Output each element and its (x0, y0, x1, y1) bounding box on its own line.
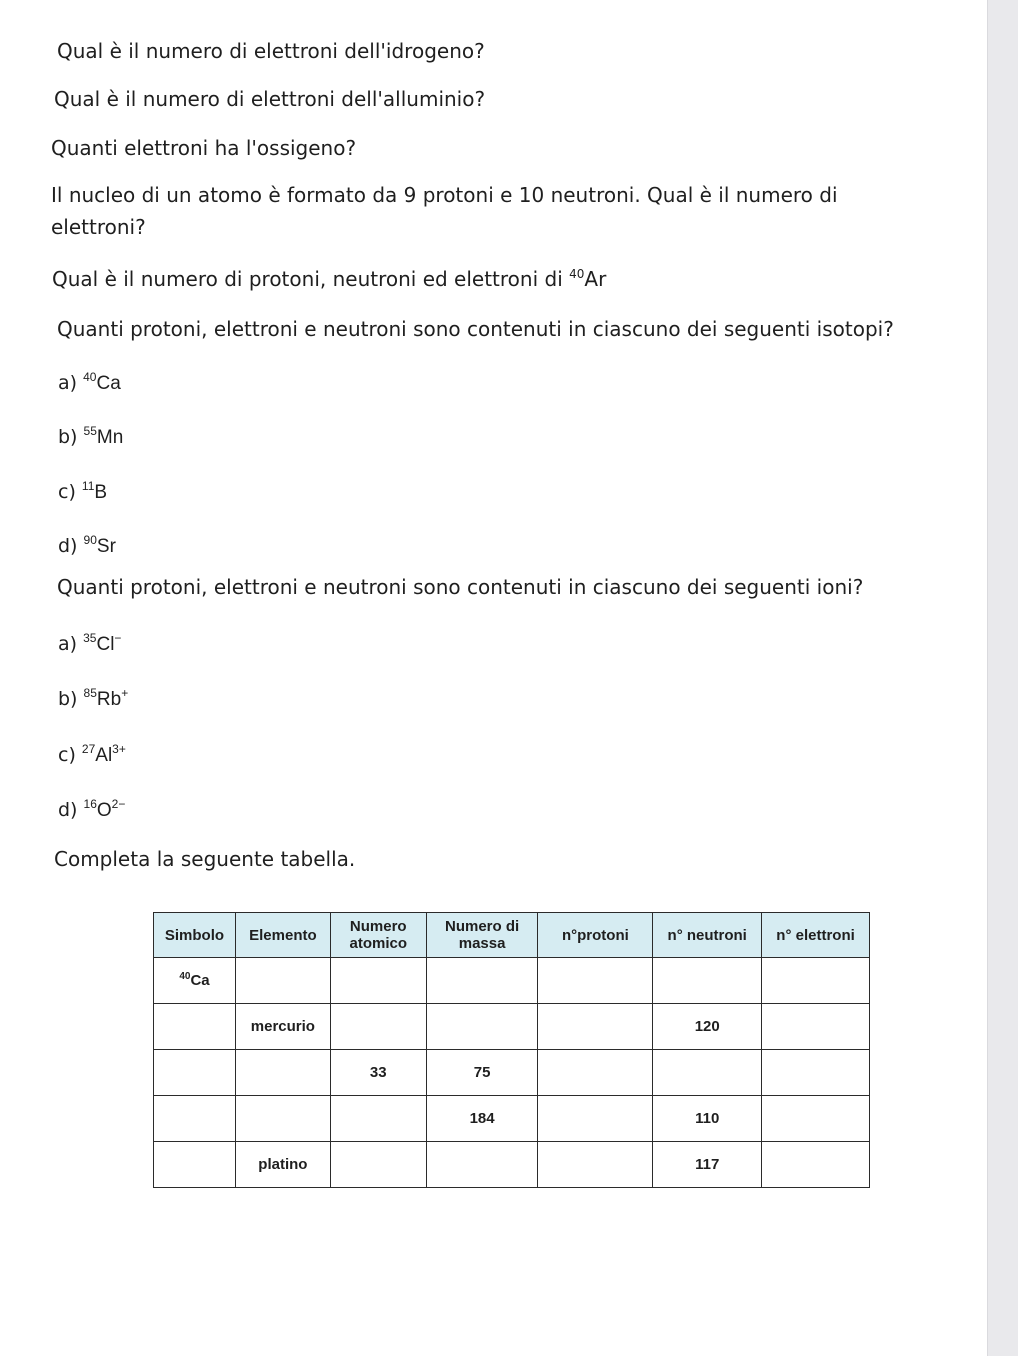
cell-elettroni (762, 1050, 870, 1096)
isotope-label: b) (58, 426, 78, 448)
isotope-item (58, 533, 116, 560)
question-argon-text: Qual è il numero di protoni, neutroni ed elettroni di (52, 267, 563, 291)
ion-mass: 85 (83, 686, 97, 700)
table-row (154, 1004, 870, 1050)
isotope-label: d) (58, 535, 78, 557)
isotope-symbol: Ca (96, 373, 121, 394)
ion-label: c) (58, 744, 76, 766)
ion-label: b) (58, 688, 78, 710)
ion-mass: 16 (83, 797, 97, 811)
cell-elettroni (762, 958, 870, 1004)
question-aluminium: Qual è il numero di elettroni dell'alluminio? (54, 87, 486, 111)
header-elettroni: n° elettroni (762, 913, 870, 958)
isotope-item (58, 370, 121, 397)
cell-simbolo (154, 958, 236, 1004)
atoms-table (153, 912, 870, 1188)
table-header-row (154, 913, 870, 958)
cell-neutroni (653, 958, 762, 1004)
header-numero-massa-line1: Numero di (445, 918, 520, 935)
isotope-item (58, 424, 123, 451)
cell-protoni (538, 1142, 653, 1188)
cell-protoni (538, 1004, 653, 1050)
cell-protoni (538, 958, 653, 1004)
ion-symbol: Rb (96, 689, 122, 710)
cell-protoni (538, 1050, 653, 1096)
argon-symbol: Ar (584, 267, 607, 291)
header-numero-atomico-line1: Numero (349, 918, 407, 935)
isotope-label: c) (58, 481, 76, 503)
question-ions: Quanti protoni, elettroni e neutroni sono contenuti in ciascuno dei seguenti ioni? (57, 575, 864, 599)
cell-simbolo (154, 1142, 236, 1188)
question-table: Completa la seguente tabella. (54, 847, 356, 871)
table-row (154, 958, 870, 1004)
table-row (154, 1050, 870, 1096)
cell-protoni (538, 1096, 653, 1142)
question-argon (52, 266, 606, 292)
cell-numero-atomico: 33 (330, 1050, 426, 1096)
ion-item (58, 686, 128, 713)
cell-numero-massa: 75 (426, 1050, 538, 1096)
ion-mass: 35 (83, 631, 97, 645)
header-numero-atomico (330, 913, 426, 958)
cell-numero-atomico (330, 958, 426, 1004)
ion-symbol: Al (95, 745, 113, 766)
question-oxygen: Quanti elettroni ha l'ossigeno? (51, 136, 357, 160)
argon-mass-number: 40 (569, 267, 585, 281)
cell-elettroni (762, 1096, 870, 1142)
cell-elemento (235, 1096, 330, 1142)
cell-simbolo (154, 1096, 236, 1142)
cell-numero-massa (426, 958, 538, 1004)
cell-simbolo (154, 1004, 236, 1050)
header-neutroni: n° neutroni (653, 913, 762, 958)
question-hydrogen: Qual è il numero di elettroni dell'idrogeno? (57, 39, 485, 63)
cell-elettroni (762, 1142, 870, 1188)
vertical-scrollbar[interactable] (987, 0, 1018, 1356)
isotope-mass: 55 (83, 424, 97, 438)
cell-simbolo-symbol: Ca (190, 972, 210, 989)
question-isotopes: Quanti protoni, elettroni e neutroni sono contenuti in ciascuno dei seguenti isotopi? (57, 317, 894, 341)
ion-mass: 27 (81, 742, 96, 756)
ion-charge: 3+ (112, 742, 126, 756)
table-row (154, 1142, 870, 1188)
cell-numero-massa (426, 1004, 538, 1050)
isotope-symbol: Mn (96, 427, 124, 448)
ion-symbol: O (96, 800, 112, 821)
ion-label: a) (58, 633, 78, 655)
cell-neutroni: 110 (653, 1096, 762, 1142)
header-protoni: n°protoni (538, 913, 653, 958)
question-nucleus: Il nucleo di un atomo è formato da 9 protoni e 10 neutroni. Qual è il numero di elettroni? (51, 183, 838, 239)
table-row (154, 1096, 870, 1142)
cell-neutroni: 120 (653, 1004, 762, 1050)
cell-elemento (235, 1050, 330, 1096)
isotope-symbol: B (94, 482, 108, 503)
cell-numero-atomico (330, 1096, 426, 1142)
isotope-mass: 90 (83, 533, 97, 547)
cell-elemento: mercurio (235, 1004, 330, 1050)
header-numero-massa-line2: massa (458, 935, 506, 952)
ion-charge: 2− (111, 797, 126, 811)
cell-neutroni (653, 1050, 762, 1096)
cell-numero-massa: 184 (426, 1096, 538, 1142)
ion-item (58, 797, 125, 824)
ion-item (58, 742, 126, 769)
cell-elettroni (762, 1004, 870, 1050)
header-numero-atomico-line2: atomico (349, 935, 408, 952)
cell-numero-atomico (330, 1004, 426, 1050)
cell-neutroni: 117 (653, 1142, 762, 1188)
ion-label: d) (58, 799, 78, 821)
cell-numero-atomico (330, 1142, 426, 1188)
header-numero-massa (426, 913, 538, 958)
isotope-mass: 11 (81, 479, 95, 493)
cell-elemento (235, 958, 330, 1004)
isotope-item (58, 479, 107, 506)
isotope-mass: 40 (83, 370, 97, 384)
isotope-label: a) (58, 372, 78, 394)
ion-symbol: Cl (96, 634, 115, 655)
ion-charge: − (114, 631, 122, 645)
header-elemento: Elemento (235, 913, 330, 958)
cell-simbolo-mass: 40 (179, 971, 191, 982)
header-simbolo: Simbolo (154, 913, 236, 958)
cell-elemento: platino (235, 1142, 330, 1188)
isotope-symbol: Sr (96, 536, 116, 557)
cell-numero-massa (426, 1142, 538, 1188)
ion-item (58, 631, 121, 658)
ion-charge: + (121, 686, 129, 700)
cell-simbolo (154, 1050, 236, 1096)
